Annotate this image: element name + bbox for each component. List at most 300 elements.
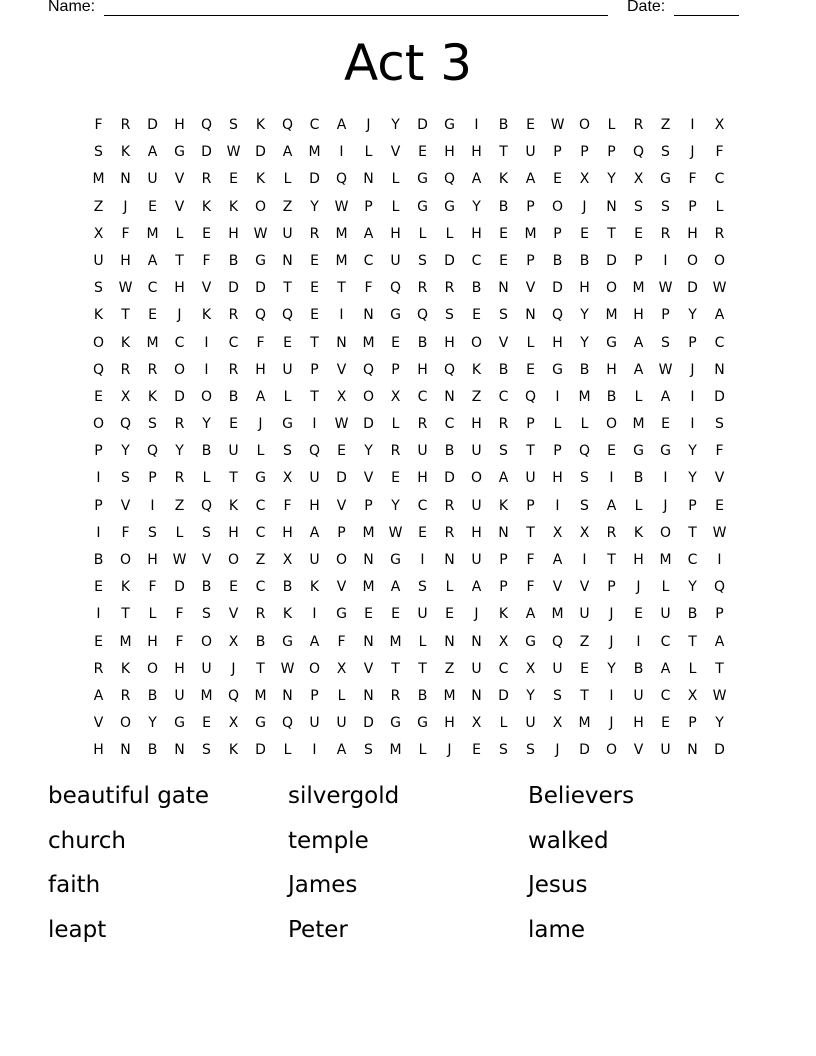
grid-letter: A: [714, 633, 725, 650]
grid-letter: R: [120, 361, 131, 378]
grid-letter: T: [607, 225, 616, 242]
grid-letter: Q: [227, 687, 240, 704]
grid-letter: L: [283, 742, 292, 759]
grid-letter: N: [363, 633, 374, 650]
grid-letter: D: [255, 742, 266, 759]
grid-letter: R: [120, 117, 131, 133]
grid-letter: U: [660, 606, 671, 623]
grid-letter: E: [310, 252, 319, 269]
grid-letter: J: [636, 579, 641, 596]
grid-letter: Q: [281, 307, 294, 324]
grid-letter: T: [499, 144, 508, 161]
grid-letter: Y: [688, 307, 697, 324]
grid-letter: N: [525, 307, 536, 324]
grid-letter: T: [418, 660, 427, 677]
grid-letter: X: [120, 388, 131, 405]
grid-letter: D: [201, 144, 212, 161]
grid-letter: J: [690, 361, 695, 378]
word-list-item: silvergold: [288, 783, 400, 809]
grid-letter: U: [147, 171, 158, 188]
grid-letter: B: [444, 443, 455, 460]
grid-letter: L: [634, 388, 643, 405]
grid-letter: E: [526, 361, 535, 378]
grid-letter: D: [714, 742, 725, 759]
grid-row: [85, 384, 735, 411]
grid-letter: L: [418, 225, 427, 242]
grid-letter: X: [525, 660, 536, 677]
grid-letter: H: [174, 117, 185, 133]
grid-letter: F: [202, 252, 211, 269]
grid-letter: P: [94, 443, 103, 460]
grid-letter: Q: [524, 388, 537, 405]
grid-letter: A: [147, 144, 158, 161]
grid-letter: S: [661, 334, 670, 351]
grid-letter: Y: [364, 443, 373, 460]
grid-letter: C: [714, 334, 725, 351]
grid-letter: Z: [579, 633, 590, 650]
grid-letter: J: [663, 497, 668, 514]
grid-letter: W: [712, 524, 727, 541]
grid-letter: K: [147, 388, 158, 405]
grid-letter: V: [120, 497, 131, 514]
grid-letter: A: [147, 252, 158, 269]
grid-letter: D: [714, 388, 725, 405]
grid-letter: T: [283, 280, 292, 297]
grid-letter: Q: [578, 443, 591, 460]
grid-row: [85, 248, 735, 275]
grid-letter: T: [175, 252, 184, 269]
grid-letter: W: [172, 552, 187, 568]
grid-letter: J: [690, 144, 695, 161]
grid-letter: P: [715, 606, 724, 623]
grid-letter: J: [366, 117, 371, 133]
grid-letter: I: [609, 687, 614, 704]
grid-letter: D: [606, 252, 617, 269]
grid-letter: C: [363, 252, 374, 269]
grid-letter: Q: [308, 443, 321, 460]
grid-letter: X: [228, 633, 239, 650]
grid-letter: Q: [713, 579, 726, 596]
grid-letter: V: [174, 171, 185, 188]
grid-letter: T: [256, 660, 265, 677]
word-list-item: faith: [48, 872, 101, 898]
grid-letter: P: [526, 198, 535, 215]
grid-letter: Y: [580, 334, 589, 351]
grid-letter: A: [552, 552, 563, 568]
grid-letter: G: [606, 334, 617, 351]
grid-letter: S: [634, 198, 643, 215]
grid-letter: D: [579, 742, 590, 759]
grid-letter: O: [605, 416, 618, 433]
grid-letter: W: [658, 280, 673, 297]
grid-letter: E: [634, 606, 643, 623]
grid-letter: R: [417, 280, 428, 297]
grid-letter: P: [310, 687, 319, 704]
grid-letter: R: [174, 470, 185, 487]
grid-letter: E: [148, 307, 157, 324]
grid-letter: I: [150, 497, 155, 514]
grid-letter: J: [582, 198, 587, 215]
grid-letter: C: [660, 687, 671, 704]
grid-letter: I: [339, 307, 344, 324]
grid-letter: I: [717, 552, 722, 568]
grid-letter: O: [551, 198, 564, 215]
grid-letter: D: [255, 144, 266, 161]
grid-letter: I: [690, 117, 695, 133]
grid-letter: T: [580, 687, 589, 704]
grid-letter: P: [688, 334, 697, 351]
word-list-item: lame: [528, 916, 586, 943]
grid-letter: G: [282, 633, 293, 650]
grid-letter: R: [714, 225, 725, 242]
grid-letter: N: [471, 633, 482, 650]
grid-letter: J: [258, 416, 263, 433]
grid-letter: M: [632, 280, 645, 297]
grid-letter: I: [474, 117, 479, 133]
grid-letter: N: [714, 361, 725, 378]
grid-letter: V: [174, 198, 185, 215]
grid-row: [85, 493, 735, 520]
grid-letter: F: [256, 334, 265, 351]
grid-letter: P: [688, 715, 697, 732]
grid-letter: I: [96, 470, 101, 487]
grid-letter: K: [120, 334, 131, 351]
grid-letter: O: [605, 742, 618, 759]
grid-letter: N: [363, 307, 374, 324]
grid-letter: P: [553, 144, 562, 161]
grid-letter: V: [336, 361, 347, 378]
grid-letter: K: [282, 606, 293, 623]
grid-letter: T: [310, 334, 319, 351]
grid-letter: S: [499, 443, 508, 460]
grid-letter: C: [714, 171, 725, 188]
grid-row: [85, 465, 735, 492]
grid-letter: Q: [254, 307, 267, 324]
word-list-item: church: [48, 827, 126, 854]
grid-letter: G: [417, 715, 428, 732]
grid-letter: I: [555, 497, 560, 514]
grid-letter: K: [201, 307, 212, 324]
grid-letter: I: [609, 470, 614, 487]
grid-letter: R: [444, 497, 455, 514]
grid-letter: T: [715, 660, 724, 677]
word-list-item: walked: [528, 827, 609, 854]
grid-letter: Y: [391, 497, 400, 514]
grid-letter: U: [309, 470, 320, 487]
grid-letter: N: [498, 280, 509, 297]
grid-letter: E: [580, 660, 589, 677]
grid-letter: T: [121, 307, 130, 324]
grid-letter: U: [579, 606, 590, 623]
worksheet-header: [0, 0, 816, 24]
grid-letter: I: [636, 633, 641, 650]
grid-letter: I: [690, 388, 695, 405]
grid-letter: P: [553, 443, 562, 460]
grid-letter: H: [147, 633, 158, 650]
grid-letter: Y: [688, 443, 697, 460]
grid-letter: R: [444, 280, 455, 297]
grid-letter: P: [634, 252, 643, 269]
grid-letter: H: [147, 552, 158, 568]
grid-letter: C: [255, 524, 266, 541]
grid-letter: B: [579, 361, 590, 378]
grid-letter: N: [120, 171, 131, 188]
grid-letter: K: [498, 171, 509, 188]
grid-letter: D: [498, 687, 509, 704]
grid-letter: G: [174, 144, 185, 161]
grid-letter: P: [607, 579, 616, 596]
grid-letter: E: [499, 252, 508, 269]
grid-letter: A: [660, 660, 671, 677]
grid-letter: U: [390, 252, 401, 269]
grid-letter: K: [471, 361, 482, 378]
grid-letter: V: [525, 280, 536, 297]
grid-letter: Y: [607, 171, 616, 188]
grid-letter: D: [444, 252, 455, 269]
grid-letter: H: [255, 361, 266, 378]
grid-letter: F: [526, 579, 535, 596]
grid-letter: A: [309, 633, 320, 650]
grid-letter: Q: [362, 361, 375, 378]
grid-letter: Q: [92, 361, 105, 378]
grid-letter: Q: [443, 361, 456, 378]
grid-letter: U: [471, 660, 482, 677]
grid-letter: L: [256, 443, 265, 460]
grid-row: [85, 574, 735, 601]
grid-letter: K: [309, 579, 320, 596]
grid-letter: P: [553, 225, 562, 242]
grid-letter: K: [201, 198, 212, 215]
grid-letter: H: [579, 280, 590, 297]
grid-letter: P: [661, 307, 670, 324]
grid-letter: R: [228, 307, 239, 324]
grid-letter: M: [200, 687, 213, 704]
grid-letter: L: [688, 660, 697, 677]
grid-letter: K: [93, 307, 104, 324]
grid-letter: X: [552, 524, 563, 541]
grid-letter: C: [498, 388, 509, 405]
word-list-item: leapt: [48, 916, 107, 943]
grid-letter: W: [388, 524, 403, 541]
grid-letter: E: [283, 334, 292, 351]
grid-letter: W: [334, 416, 349, 433]
grid-letter: O: [227, 552, 240, 568]
grid-letter: Z: [282, 198, 293, 215]
grid-letter: Z: [174, 497, 185, 514]
grid-letter: B: [471, 280, 482, 297]
grid-letter: L: [391, 171, 400, 188]
grid-letter: X: [228, 715, 239, 732]
grid-letter: E: [391, 334, 400, 351]
grid-letter: C: [498, 660, 509, 677]
grid-letter: U: [471, 443, 482, 460]
grid-letter: P: [526, 252, 535, 269]
grid-letter: G: [255, 252, 266, 269]
grid-letter: L: [445, 225, 454, 242]
grid-letter: H: [282, 524, 293, 541]
grid-letter: J: [177, 307, 182, 324]
grid-letter: M: [146, 225, 159, 242]
grid-letter: K: [498, 497, 509, 514]
grid-letter: M: [605, 307, 618, 324]
grid-letter: F: [337, 633, 346, 650]
grid-letter: A: [336, 742, 347, 759]
grid-letter: D: [174, 579, 185, 596]
grid-letter: S: [364, 742, 373, 759]
grid-letter: Y: [202, 416, 211, 433]
grid-letter: K: [228, 497, 239, 514]
grid-letter: G: [444, 117, 455, 133]
grid-letter: R: [93, 660, 104, 677]
grid-letter: C: [417, 388, 428, 405]
grid-letter: R: [255, 606, 266, 623]
grid-row: [85, 438, 735, 465]
grid-letter: E: [202, 715, 211, 732]
grid-letter: R: [174, 416, 185, 433]
grid-letter: A: [471, 171, 482, 188]
grid-letter: G: [660, 443, 671, 460]
grid-letter: H: [228, 225, 239, 242]
grid-letter: H: [174, 660, 185, 677]
grid-letter: V: [201, 280, 212, 297]
grid-letter: V: [363, 470, 374, 487]
grid-letter: R: [417, 416, 428, 433]
grid-letter: E: [472, 307, 481, 324]
grid-letter: C: [687, 552, 698, 568]
grid-letter: B: [147, 742, 158, 759]
grid-letter: U: [417, 606, 428, 623]
grid-row: [85, 302, 735, 329]
grid-letter: E: [391, 606, 400, 623]
grid-letter: C: [471, 252, 482, 269]
grid-letter: M: [335, 225, 348, 242]
grid-letter: B: [579, 252, 590, 269]
grid-letter: N: [336, 334, 347, 351]
grid-letter: A: [93, 687, 104, 704]
grid-letter: X: [93, 225, 104, 242]
grid-letter: D: [336, 470, 347, 487]
grid-letter: V: [363, 660, 374, 677]
grid-letter: F: [121, 225, 130, 242]
grid-letter: V: [228, 606, 239, 623]
grid-letter: Q: [632, 144, 645, 161]
grid-letter: M: [551, 606, 564, 623]
grid-letter: P: [688, 497, 697, 514]
grid-letter: Y: [391, 117, 400, 133]
grid-letter: V: [336, 497, 347, 514]
grid-letter: Z: [255, 552, 266, 568]
grid-row: [85, 139, 735, 166]
grid-letter: G: [282, 416, 293, 433]
grid-letter: K: [228, 198, 239, 215]
grid-letter: Q: [443, 171, 456, 188]
grid-letter: P: [688, 198, 697, 215]
grid-letter: P: [607, 144, 616, 161]
grid-letter: A: [633, 361, 644, 378]
grid-letter: E: [94, 633, 103, 650]
grid-letter: E: [661, 715, 670, 732]
grid-letter: W: [253, 225, 268, 242]
grid-letter: E: [229, 416, 238, 433]
grid-letter: X: [471, 715, 482, 732]
grid-letter: R: [201, 171, 212, 188]
grid-letter: R: [228, 361, 239, 378]
grid-letter: E: [607, 443, 616, 460]
grid-letter: I: [690, 416, 695, 433]
grid-letter: A: [525, 606, 536, 623]
grid-letter: B: [93, 552, 104, 568]
grid-letter: U: [174, 687, 185, 704]
grid-letter: B: [255, 633, 266, 650]
grid-letter: T: [391, 660, 400, 677]
grid-letter: B: [498, 198, 509, 215]
word-list-item: beautiful gate: [48, 783, 210, 809]
grid-letter: M: [119, 633, 132, 650]
grid-letter: A: [255, 388, 266, 405]
grid-letter: Q: [281, 117, 294, 133]
grid-letter: Q: [146, 443, 159, 460]
grid-letter: H: [471, 225, 482, 242]
grid-letter: V: [579, 579, 590, 596]
grid-letter: A: [471, 579, 482, 596]
grid-letter: F: [283, 497, 292, 514]
grid-letter: G: [255, 470, 266, 487]
grid-letter: F: [715, 443, 724, 460]
grid-letter: Y: [472, 198, 481, 215]
grid-letter: M: [443, 687, 456, 704]
grid-letter: P: [580, 144, 589, 161]
grid-row: [85, 357, 735, 384]
grid-letter: L: [553, 416, 562, 433]
grid-letter: N: [687, 742, 698, 759]
grid-letter: E: [580, 225, 589, 242]
word-list-item: temple: [288, 827, 369, 854]
grid-letter: V: [93, 715, 104, 732]
grid-letter: U: [309, 715, 320, 732]
grid-letter: L: [607, 117, 616, 133]
grid-letter: B: [606, 388, 617, 405]
grid-letter: M: [335, 252, 348, 269]
grid-letter: I: [312, 416, 317, 433]
grid-letter: D: [309, 171, 320, 188]
grid-letter: S: [202, 606, 211, 623]
grid-letter: D: [228, 280, 239, 297]
grid-letter: U: [93, 252, 104, 269]
grid-letter: L: [148, 606, 157, 623]
grid-letter: H: [633, 715, 644, 732]
grid-letter: P: [391, 361, 400, 378]
grid-letter: K: [120, 660, 131, 677]
grid-letter: I: [420, 552, 425, 568]
grid-letter: K: [228, 742, 239, 759]
name-blank-line: [104, 15, 608, 16]
grid-letter: B: [201, 579, 212, 596]
grid-letter: T: [526, 443, 535, 460]
grid-letter: H: [120, 252, 131, 269]
grid-letter: J: [609, 715, 614, 732]
grid-letter: Q: [389, 280, 402, 297]
grid-letter: M: [659, 552, 672, 568]
grid-letter: T: [607, 552, 616, 568]
grid-letter: H: [444, 144, 455, 161]
grid-letter: E: [364, 606, 373, 623]
grid-letter: W: [226, 144, 241, 161]
grid-letter: I: [204, 361, 209, 378]
grid-letter: X: [687, 687, 698, 704]
grid-letter: W: [712, 687, 727, 704]
grid-letter: X: [714, 117, 725, 133]
grid-letter: U: [417, 443, 428, 460]
